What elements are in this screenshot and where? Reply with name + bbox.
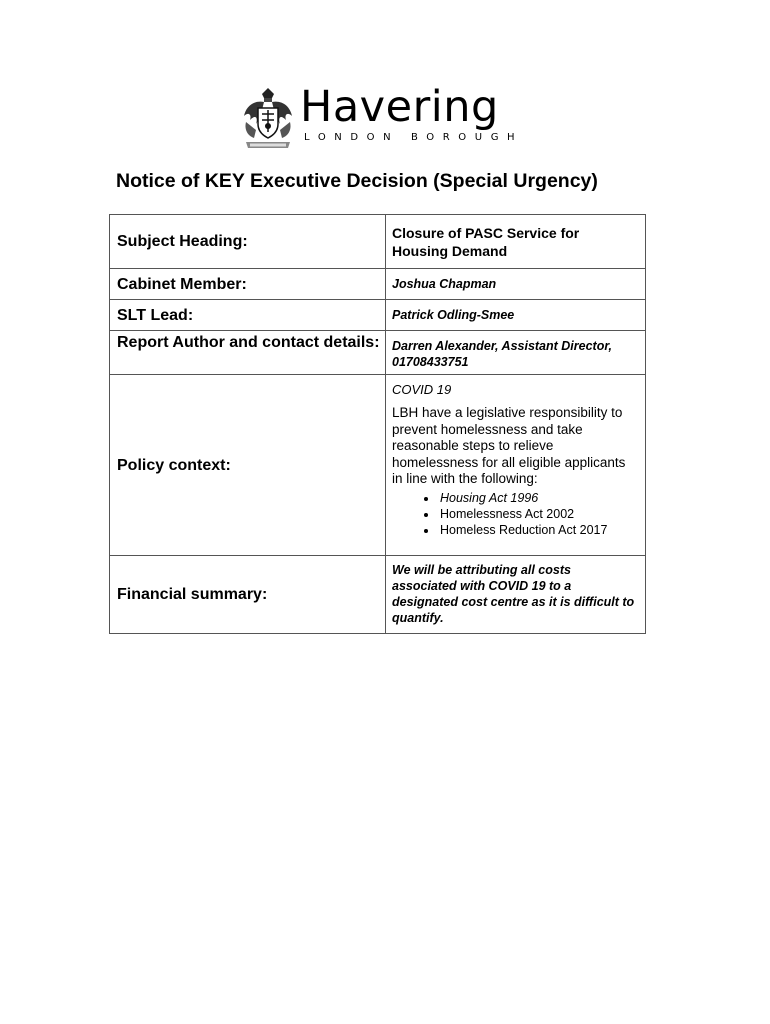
table-row [110, 556, 646, 634]
row-value-cell [386, 331, 646, 375]
cabinet-member-label: Cabinet Member: [117, 275, 247, 293]
brand-name: Havering [300, 82, 499, 132]
slt-lead-label: SLT Lead: [117, 306, 194, 324]
slt-lead-value: Patrick Odling-Smee [392, 308, 515, 322]
borough-crest-icon [240, 86, 296, 152]
row-label-cell [110, 269, 386, 300]
financial-summary-value: We will be attributing all costs associated with COVID 19 to a designated cost centre as it is difficult to quantify. [392, 563, 635, 625]
list-item: • Housing Act 1996 [438, 490, 639, 506]
row-value-cell [386, 300, 646, 331]
row-label-cell [110, 556, 386, 634]
legislation-list [392, 490, 639, 538]
subject-heading-value: Closure of PASC Service for Housing Demand [392, 225, 580, 259]
list-item: • Homelessness Act 2002 [438, 506, 639, 522]
policy-context-label: Policy context: [117, 456, 231, 474]
table-row [110, 269, 646, 300]
list-item: • Homeless Reduction Act 2017 [438, 522, 639, 538]
report-author-name: Darren Alexander, Assistant Director, [392, 339, 612, 353]
policy-context-text: LBH have a legislative responsibility to prevent homelessness and take reasonable steps to relieve homelessness for all eligible applicants in line with the following: [392, 405, 626, 486]
havering-logo [240, 82, 530, 152]
row-value-cell [386, 269, 646, 300]
row-value-cell [386, 556, 646, 634]
table-row [110, 215, 646, 269]
report-author-label: Report Author and contact details: [117, 334, 380, 351]
row-label-cell [110, 331, 386, 375]
cabinet-member-value: Joshua Chapman [392, 277, 497, 291]
financial-summary-label: Financial summary: [117, 586, 268, 603]
brand-subtitle: LONDON BOROUGH [304, 132, 524, 143]
row-label-cell [110, 215, 386, 269]
row-label-cell [110, 375, 386, 556]
covid-heading: COVID 19 [392, 382, 452, 397]
table-row [110, 331, 646, 375]
row-label-cell [110, 300, 386, 331]
row-value-cell [386, 375, 646, 556]
decision-table [109, 214, 646, 634]
table-row [110, 300, 646, 331]
table-row [110, 375, 646, 556]
page-title: Notice of KEY Executive Decision (Special Urgency) [116, 170, 598, 192]
report-author-phone: 01708433751 [392, 355, 469, 369]
row-value-cell [386, 215, 646, 269]
report-author-value [392, 338, 639, 370]
subject-heading-label: Subject Heading: [117, 233, 248, 250]
